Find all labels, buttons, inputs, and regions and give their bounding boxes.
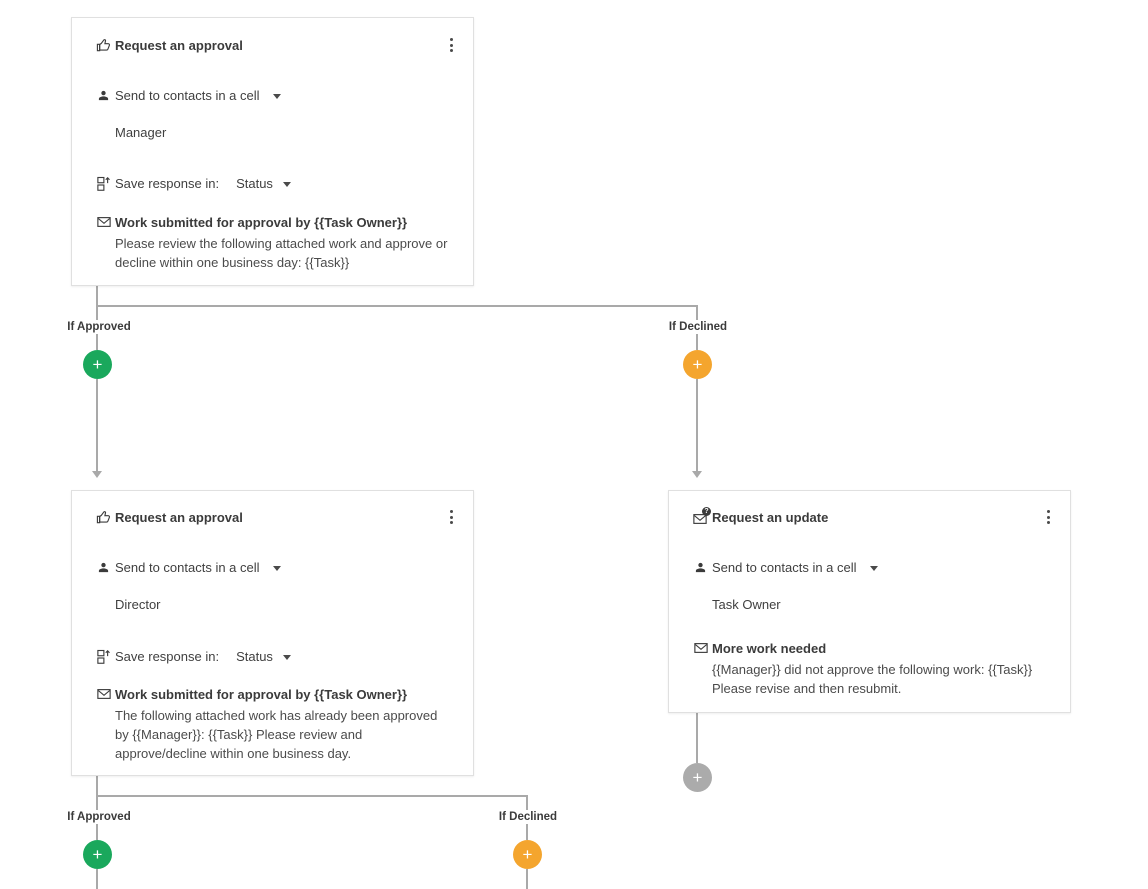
connector-line [96,285,98,306]
send-to-label: Send to contacts in a cell [712,559,857,575]
chevron-down-icon[interactable] [273,566,281,571]
add-action-declined-button[interactable] [683,350,712,379]
plus-icon: + [92,354,103,374]
card-header [693,508,1054,526]
chevron-down-icon[interactable] [273,94,281,99]
add-action-approved-button[interactable] [83,840,112,869]
message-subject: Work submitted for approval by {{Task Owner}} [115,686,408,702]
save-response-label: Save response in: [115,648,220,664]
branch-label-approved: If Approved [62,810,135,824]
save-response-label: Save response in: [115,175,220,191]
send-to-label: Send to contacts in a cell [115,87,260,103]
kebab-menu-icon[interactable] [1043,508,1054,526]
message-body: Please review the following attached work and approve or decline within one business day: {{Task}} [115,236,448,270]
arrow-down-icon [692,471,702,478]
save-response-row [96,647,457,665]
envelope-icon [693,640,708,656]
add-action-declined-button[interactable] [513,840,542,869]
connector-line [96,305,698,307]
recipient-text: Director [115,596,161,612]
card-title: Request an update [712,509,829,525]
message-subject-row [693,639,1054,657]
question-badge: ? [702,507,711,516]
recipient-value[interactable] [712,595,1054,613]
connector-line [696,379,698,471]
save-response-value-dropdown[interactable]: Status [236,175,273,191]
branch-label-approved: If Approved [62,320,135,334]
recipient-text: Task Owner [712,596,781,612]
connector-line [96,379,98,471]
thumb-up-icon [96,509,111,525]
branch-label-declined: If Declined [664,320,732,334]
card-header [96,508,457,526]
send-to-dropdown[interactable] [693,558,1054,576]
recipient-value[interactable] [115,595,457,613]
workflow-card-approval-1 [71,17,474,286]
message-subject: Work submitted for approval by {{Task Owner}} [115,214,408,230]
plus-icon: + [692,767,703,787]
chevron-down-icon[interactable] [283,182,291,187]
recipient-text: Manager [115,124,167,140]
send-to-label: Send to contacts in a cell [115,559,260,575]
message-subject-row [96,685,457,703]
column-arrow-icon [96,648,111,664]
connector-line [696,712,698,763]
person-icon [96,87,111,103]
message-body: The following attached work has already been approved by {{Manager}}: {{Task}} Please review and approve/decline within one business day. [115,708,438,761]
workflow-card-update [668,490,1071,713]
message-subject-row [96,213,457,231]
branch-label-declined: If Declined [494,810,562,824]
person-icon [693,559,708,575]
kebab-menu-icon[interactable] [446,508,457,526]
column-arrow-icon [96,175,111,191]
envelope-question-icon [693,509,708,525]
send-to-dropdown[interactable] [96,558,457,576]
envelope-icon [96,686,111,702]
connector-line [526,869,528,889]
card-title: Request an approval [115,37,243,53]
add-action-approved-button[interactable] [83,350,112,379]
connector-line [96,795,528,797]
send-to-dropdown[interactable] [96,86,457,104]
save-response-value-dropdown[interactable]: Status [236,648,273,664]
plus-icon: + [92,844,103,864]
envelope-icon [96,214,111,230]
recipient-value[interactable] [115,123,457,141]
chevron-down-icon[interactable] [870,566,878,571]
card-title: Request an approval [115,509,243,525]
kebab-menu-icon[interactable] [446,36,457,54]
card-header [96,36,457,54]
connector-line [96,869,98,889]
chevron-down-icon[interactable] [283,655,291,660]
arrow-down-icon [92,471,102,478]
message-body: {{Manager}} did not approve the following work: {{Task}} Please revise and then resubmit. [712,662,1033,696]
message-subject: More work needed [712,640,827,656]
connector-line [96,775,98,796]
save-response-row [96,174,457,192]
workflow-card-approval-2 [71,490,474,776]
person-icon [96,559,111,575]
plus-icon: + [522,844,533,864]
thumb-up-icon [96,37,111,53]
add-action-button[interactable] [683,763,712,792]
plus-icon: + [692,354,703,374]
